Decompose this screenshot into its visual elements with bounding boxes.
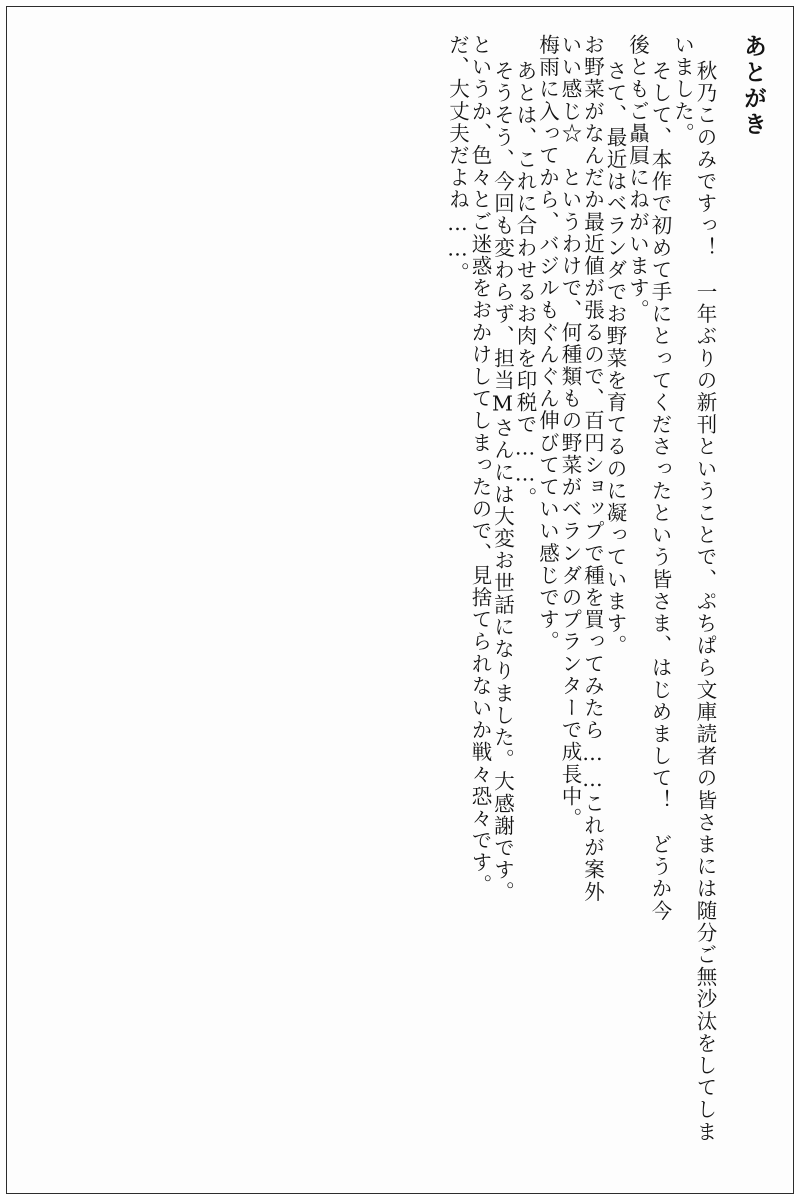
paragraph-column-4: 後ともご贔屓にねがいます。 [625,34,650,322]
paragraph-column-3: そして、本作で初めて手にとってくださったという皆さま、はじめまして！ どうか今 [648,60,672,922]
paragraph-column-10: そうそう、今回も変わらず、担当Mさんには大変お世話になりました。大感謝です。 [490,60,515,904]
paragraph-column-12: だ、大丈夫だよね……。 [445,34,470,285]
paragraph-column-1: 秋乃このみですっ！ 一年ぶりの新刊ということで、ぷちぱら文庫読者の皆さまには随分ご無沙汰をしてしま [693,60,717,1143]
page-title: あとがき [740,34,766,138]
afterword-body [30,34,770,1170]
paragraph-column-2: いました。 [670,34,695,145]
title-gap [715,34,731,44]
paragraph-column-8: 梅雨に入ってから、バジルもぐんぐん伸びてていい感じです。 [535,34,560,653]
paragraph-column-5: さて、最近はベランダでお野菜を育てるのに凝っています。 [603,60,627,657]
paragraph-column-7: いい感じ☆ というわけで、何種類もの野菜がベランダのプランターで成長中。 [558,34,582,830]
paragraph-column-9: あとは、これに合わせるお肉を印税で……。 [513,60,537,509]
paragraph-column-6: お野菜がなんだか最近値が張るので、百円ショップで種を買ってみたら……これが案外 [580,34,605,903]
paragraph-column-11: というか、色々とご迷惑をおかけしてしまったので、見捨てられないか戦々恐々です。 [468,34,492,896]
